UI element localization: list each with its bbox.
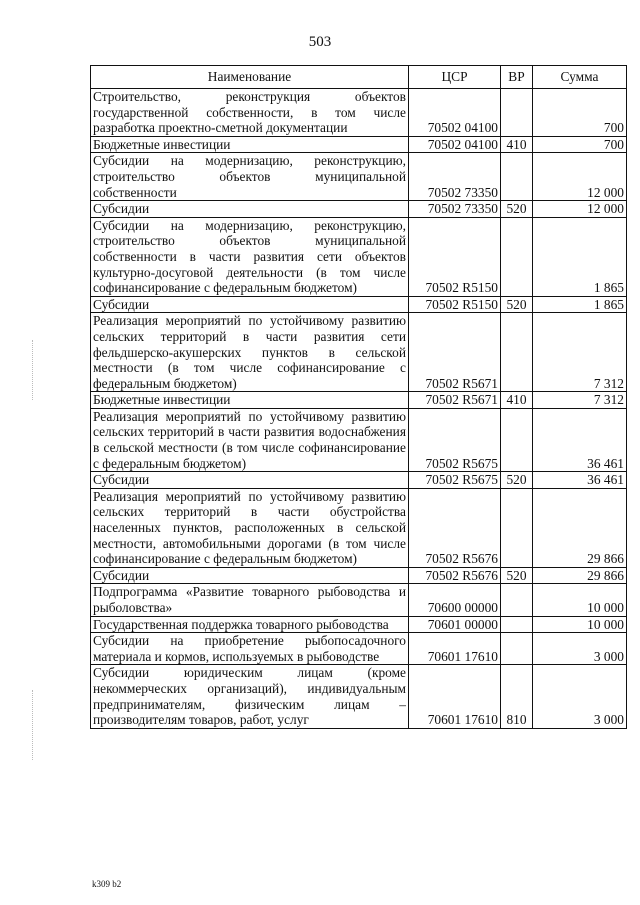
cell-csr: 70502 R5675	[409, 472, 501, 489]
cell-sum: 36 461	[533, 472, 627, 489]
cell-sum: 10 000	[533, 616, 627, 633]
cell-name: Субсидии на модернизацию, реконструкцию, строительство объектов муниципальной собственности в части развития сети объектов культурно-досуговой деятельности (в том числе софинансирование с федеральным бюджетом)	[91, 217, 409, 296]
table-row	[91, 584, 627, 616]
header-sum: Сумма	[533, 66, 627, 89]
cell-sum: 7 312	[533, 313, 627, 392]
cell-sum: 10 000	[533, 584, 627, 616]
cell-sum: 1 865	[533, 217, 627, 296]
cell-csr: 70601 17610	[409, 665, 501, 728]
cell-vr: 410	[501, 392, 533, 409]
cell-vr	[501, 633, 533, 665]
cell-vr: 520	[501, 472, 533, 489]
cell-vr: 520	[501, 201, 533, 218]
cell-vr	[501, 313, 533, 392]
cell-csr: 70502 R5671	[409, 313, 501, 392]
table-row	[91, 408, 627, 471]
table-row	[91, 616, 627, 633]
cell-csr: 70502 04100	[409, 89, 501, 137]
budget-table	[90, 65, 627, 729]
cell-vr: 520	[501, 296, 533, 313]
cell-csr: 70502 R5675	[409, 408, 501, 471]
cell-csr: 70502 04100	[409, 136, 501, 153]
cell-vr	[501, 89, 533, 137]
cell-csr: 70502 R5150	[409, 296, 501, 313]
cell-csr: 70502 R5150	[409, 217, 501, 296]
cell-name: Субсидии	[91, 567, 409, 584]
cell-sum: 700	[533, 89, 627, 137]
cell-name: Реализация мероприятий по устойчивому развитию сельских территорий в части развития сети фельдшерско-акушерских пунктов в сельской местности (в том числе софинансирование с федеральным бюджетом)	[91, 313, 409, 392]
cell-name: Субсидии	[91, 296, 409, 313]
cell-sum: 29 866	[533, 488, 627, 567]
table-body	[91, 89, 627, 729]
cell-vr	[501, 217, 533, 296]
table-row	[91, 217, 627, 296]
table-row	[91, 296, 627, 313]
cell-vr	[501, 153, 533, 201]
cell-vr	[501, 584, 533, 616]
cell-vr	[501, 616, 533, 633]
cell-name: Строительство, реконструкция объектов государственной собственности, в том числе разработка проектно-сметной документации	[91, 89, 409, 137]
cell-csr: 70601 00000	[409, 616, 501, 633]
cell-csr: 70502 73350	[409, 201, 501, 218]
cell-name: Реализация мероприятий по устойчивому развитию сельских территорий в части развития водоснабжения в сельской местности (в том числе софинансирование с федеральным бюджетом)	[91, 408, 409, 471]
table-row	[91, 392, 627, 409]
cell-name: Реализация мероприятий по устойчивому развитию сельских территорий в части обустройства населенных пунктов, расположенных в сельской местности, автомобильными дорогами (в том числе софинансирование с федеральным бюджетом)	[91, 488, 409, 567]
cell-vr	[501, 488, 533, 567]
cell-name: Бюджетные инвестиции	[91, 392, 409, 409]
table-row	[91, 313, 627, 392]
cell-sum: 1 865	[533, 296, 627, 313]
cell-csr: 70600 00000	[409, 584, 501, 616]
header-name: Наименование	[91, 66, 409, 89]
cell-name: Субсидии юридическим лицам (кроме некоммерческих организаций), индивидуальным предпринимателям, физическим лицам – производителям товаров, работ, услуг	[91, 665, 409, 728]
cell-sum: 29 866	[533, 567, 627, 584]
table-row	[91, 472, 627, 489]
table-row	[91, 633, 627, 665]
cell-sum: 12 000	[533, 201, 627, 218]
cell-name: Субсидии	[91, 201, 409, 218]
table-row	[91, 136, 627, 153]
cell-sum: 36 461	[533, 408, 627, 471]
margin-mark	[32, 340, 34, 400]
cell-csr: 70601 17610	[409, 633, 501, 665]
cell-vr	[501, 408, 533, 471]
cell-name: Государственная поддержка товарного рыбоводства	[91, 616, 409, 633]
table-row	[91, 153, 627, 201]
cell-sum: 700	[533, 136, 627, 153]
cell-csr: 70502 73350	[409, 153, 501, 201]
cell-name: Субсидии на приобретение рыбопосадочного материала и кормов, используемых в рыбоводстве	[91, 633, 409, 665]
page-number: 503	[308, 34, 332, 50]
table-row	[91, 201, 627, 218]
cell-csr: 70502 R5671	[409, 392, 501, 409]
table-header-row	[91, 66, 627, 89]
cell-sum: 3 000	[533, 665, 627, 728]
margin-mark	[32, 690, 34, 760]
cell-sum: 3 000	[533, 633, 627, 665]
cell-sum: 12 000	[533, 153, 627, 201]
table-row	[91, 665, 627, 728]
header-vr: ВР	[501, 66, 533, 89]
cell-name: Субсидии на модернизацию, реконструкцию, строительство объектов муниципальной собственности	[91, 153, 409, 201]
cell-name: Субсидии	[91, 472, 409, 489]
cell-csr: 70502 R5676	[409, 488, 501, 567]
cell-sum: 7 312	[533, 392, 627, 409]
footer-code: k309 b2	[92, 879, 122, 889]
cell-name: Бюджетные инвестиции	[91, 136, 409, 153]
header-csr: ЦСР	[409, 66, 501, 89]
cell-csr: 70502 R5676	[409, 567, 501, 584]
table-row	[91, 89, 627, 137]
cell-vr: 520	[501, 567, 533, 584]
table-row	[91, 567, 627, 584]
cell-vr: 810	[501, 665, 533, 728]
cell-vr: 410	[501, 136, 533, 153]
cell-name: Подпрограмма «Развитие товарного рыбоводства и рыболовства»	[91, 584, 409, 616]
table-row	[91, 488, 627, 567]
